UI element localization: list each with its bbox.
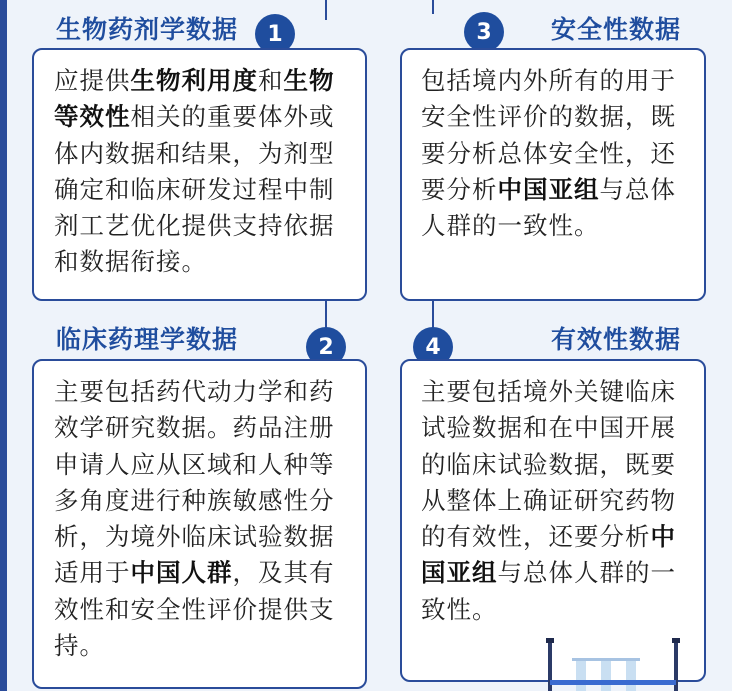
section-body-biopharmaceutics <box>54 63 354 281</box>
body-text-segment: 应提供 <box>54 66 131 95</box>
connector-line <box>325 300 327 330</box>
highlighted-term: 中国亚组 <box>497 174 600 204</box>
test-tube <box>576 658 586 691</box>
body-text-segment: 和 <box>258 66 284 95</box>
highlighted-term: 生物利用度 <box>130 66 258 95</box>
rack-post-cap <box>672 638 680 643</box>
section-title-biopharmaceutics: 生物药剂学数据 <box>56 15 239 44</box>
left-accent-stripe <box>0 0 7 691</box>
test-tube <box>626 658 636 691</box>
test-tube <box>601 658 611 691</box>
highlighted-term: 生物等效性 <box>54 66 335 132</box>
section-body-safety <box>421 63 694 244</box>
body-text-segment: 与总体人群的一致性。 <box>421 174 676 241</box>
body-text-segment: ，及其有效性和安全性评价提供支持。 <box>54 558 335 661</box>
section-title-safety: 安全性数据 <box>551 15 682 44</box>
section-body-clinical-pharmacology <box>54 374 354 664</box>
step-number-badge: 2 <box>306 327 346 367</box>
highlighted-term: 中国人群 <box>130 558 233 588</box>
connector-line <box>325 0 327 20</box>
rack-post-cap <box>546 638 554 643</box>
highlighted-term: 中国亚组 <box>421 522 676 588</box>
body-text-segment: 与总体人群的一致性。 <box>421 558 676 624</box>
section-body-efficacy <box>421 374 694 628</box>
body-text-segment: 相关的重要体外或体内数据和结果，为剂型确定和临床研发过程中制剂工艺优化提供支持依据和数据衔接。 <box>54 102 335 277</box>
connector-line <box>432 300 434 330</box>
section-title-efficacy: 有效性数据 <box>551 325 682 354</box>
step-number-badge: 1 <box>255 14 295 54</box>
test-tube-rack-illustration <box>546 636 680 691</box>
body-text-segment: 主要包括境外关键临床试验数据和在中国开展的临床试验数据，既要从整体上确证研究药物的有效性，还要分析 <box>421 377 676 552</box>
step-number-badge: 3 <box>464 12 504 52</box>
rack-shelf <box>550 680 676 685</box>
connector-line <box>432 0 434 14</box>
body-text-segment: 包括境内外所有的用于安全性评价的数据，既要分析总体安全性，还要分析 <box>421 66 676 204</box>
section-title-clinical-pharmacology: 临床药理学数据 <box>56 325 239 354</box>
step-number-badge: 4 <box>413 327 453 367</box>
body-text-segment: 主要包括药代动力学和药效学研究数据。药品注册申请人应从区域和人种等多角度进行种族敏感性分析，为境外临床试验数据适用于 <box>54 377 335 588</box>
test-tube-rim <box>572 658 640 661</box>
